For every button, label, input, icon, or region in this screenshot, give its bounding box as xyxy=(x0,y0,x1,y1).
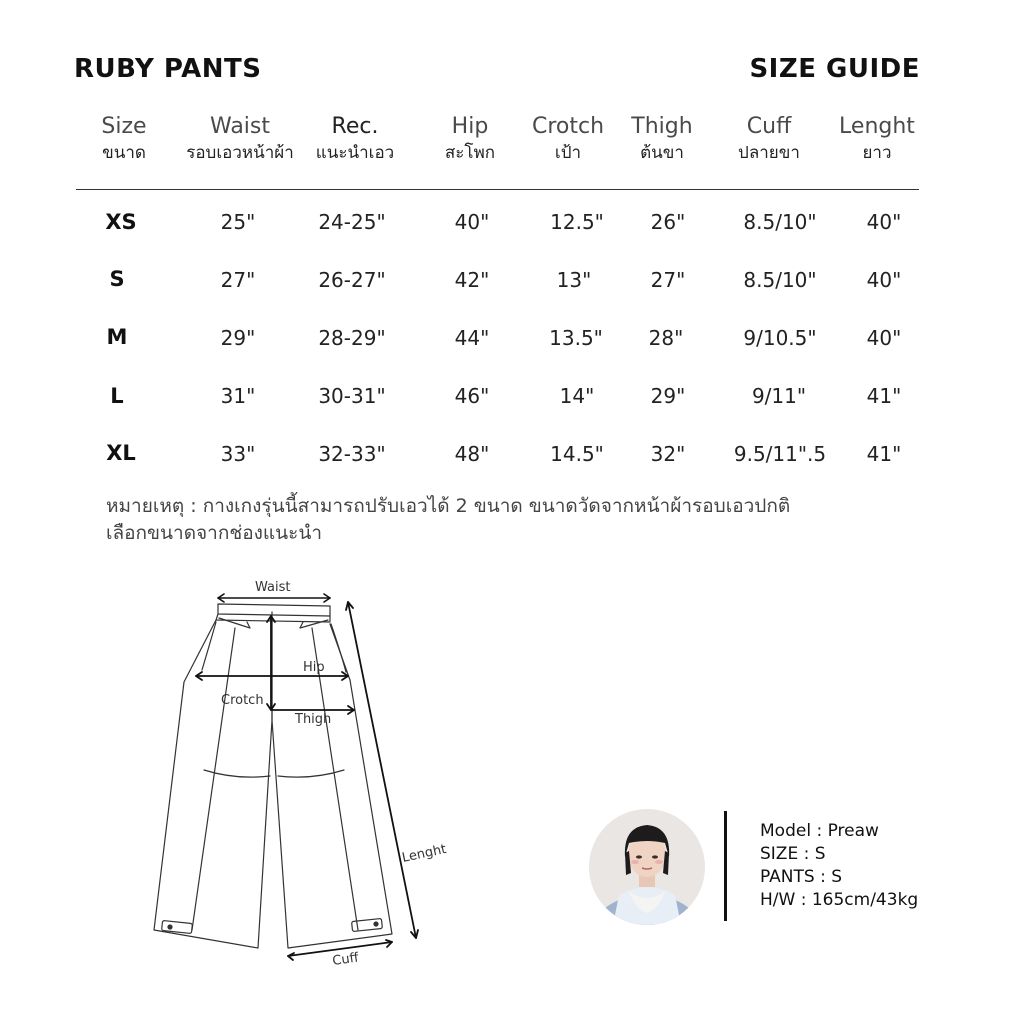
col-header-th: ปลายขา xyxy=(738,143,800,163)
cell-thigh: 29" xyxy=(650,384,686,408)
model-hw: H/W : 165cm/43kg xyxy=(760,890,919,910)
diagram-label-hip: Hip xyxy=(303,660,325,675)
cell-rec: 30-31" xyxy=(318,384,386,408)
model-pants: PANTS : S xyxy=(760,867,843,887)
col-header-en: Cuff xyxy=(746,114,792,139)
col-header-th: รอบเอวหน้าผ้า xyxy=(186,143,294,163)
col-header-crotch xyxy=(532,112,604,164)
diagram-label-length: Lenght xyxy=(400,841,448,866)
header-divider xyxy=(76,189,919,190)
diagram-label-crotch: Crotch xyxy=(221,693,264,708)
diagram-label-cuff: Cuff xyxy=(331,950,360,969)
cell-length: 41" xyxy=(866,384,902,408)
cell-crotch: 12.5" xyxy=(550,210,604,234)
cell-waist: 27" xyxy=(220,268,256,292)
cell-crotch: 13.5" xyxy=(549,326,603,350)
col-header-th: แนะนำเอว xyxy=(315,143,395,163)
col-header-en: Hip xyxy=(451,114,489,139)
product-title: RUBY PANTS xyxy=(74,54,262,84)
model-info xyxy=(760,820,918,912)
col-header-en: Thigh xyxy=(631,114,693,139)
col-header-waist xyxy=(186,112,294,164)
cell-waist: 29" xyxy=(220,326,256,350)
model-avatar xyxy=(589,809,705,925)
col-header-en: Size xyxy=(101,114,147,139)
col-header-th: สะโพก xyxy=(444,143,496,163)
cell-rec: 26-27" xyxy=(318,268,386,292)
diagram-label-waist: Waist xyxy=(255,580,291,595)
cell-length: 41" xyxy=(866,442,902,466)
cell-rec: 24-25" xyxy=(318,210,386,234)
cell-waist: 25" xyxy=(220,210,256,234)
size-note xyxy=(106,493,946,547)
cell-rec: 32-33" xyxy=(318,442,386,466)
cell-size: S xyxy=(109,267,125,291)
cell-length: 40" xyxy=(866,268,902,292)
size-guide-title: SIZE GUIDE xyxy=(749,54,920,84)
col-header-rec xyxy=(316,112,394,164)
cell-rec: 28-29" xyxy=(318,326,386,350)
col-header-size xyxy=(101,112,146,164)
cell-size: XL xyxy=(106,441,136,465)
col-header-en: Rec. xyxy=(331,114,379,139)
col-header-thigh xyxy=(631,112,692,164)
length-arrow xyxy=(346,602,418,938)
cell-thigh: 26" xyxy=(650,210,686,234)
cell-hip: 40" xyxy=(454,210,490,234)
col-header-th: ต้นขา xyxy=(640,143,684,163)
col-header-en: Crotch xyxy=(531,114,605,139)
cell-waist: 31" xyxy=(220,384,256,408)
col-header-length xyxy=(839,112,915,164)
col-header-th: เป้า xyxy=(554,143,582,163)
cell-length: 40" xyxy=(866,210,902,234)
cell-hip: 44" xyxy=(454,326,490,350)
cell-hip: 48" xyxy=(454,442,490,466)
cell-length: 40" xyxy=(866,326,902,350)
pants-diagram xyxy=(140,570,480,970)
col-header-en: Waist xyxy=(209,114,271,139)
model-divider xyxy=(724,811,727,921)
cell-thigh: 32" xyxy=(650,442,686,466)
crotch-arrow xyxy=(267,616,275,710)
col-header-th: ขนาด xyxy=(102,143,146,163)
model-name: Model : Preaw xyxy=(760,821,879,841)
model-size: SIZE : S xyxy=(760,844,826,864)
cell-crotch: 13" xyxy=(556,268,592,292)
cell-cuff: 9.5/11".5 xyxy=(733,442,827,466)
col-header-hip xyxy=(445,112,495,164)
diagram-label-thigh: Thigh xyxy=(295,712,332,727)
col-header-en: Lenght xyxy=(839,114,915,139)
cell-size: XS xyxy=(105,210,137,234)
col-header-cuff xyxy=(738,112,800,164)
cell-crotch: 14" xyxy=(559,384,595,408)
cell-thigh: 27" xyxy=(650,268,686,292)
cell-cuff: 8.5/10" xyxy=(743,210,817,234)
note-line-2: เลือกขนาดจากช่องแนะนำ xyxy=(106,522,323,544)
cell-cuff: 9/11" xyxy=(751,384,807,408)
cell-size: L xyxy=(110,384,124,408)
right-leg xyxy=(272,622,392,948)
cell-cuff: 8.5/10" xyxy=(743,268,817,292)
cell-cuff: 9/10.5" xyxy=(743,326,817,350)
note-line-1: หมายเหตุ : กางเกงรุ่นนี้สามารถปรับเอวได้ 2 ขนาด ขนาดวัดจากหน้าผ้ารอบเอวปกติ xyxy=(106,495,791,517)
col-header-th: ยาว xyxy=(862,143,892,163)
left-leg xyxy=(154,620,272,948)
cell-crotch: 14.5" xyxy=(550,442,604,466)
cell-hip: 46" xyxy=(454,384,490,408)
cell-waist: 33" xyxy=(220,442,256,466)
waist-arrow xyxy=(218,594,330,602)
cell-size: M xyxy=(106,325,128,349)
cell-hip: 42" xyxy=(454,268,490,292)
cell-thigh: 28" xyxy=(648,326,684,350)
